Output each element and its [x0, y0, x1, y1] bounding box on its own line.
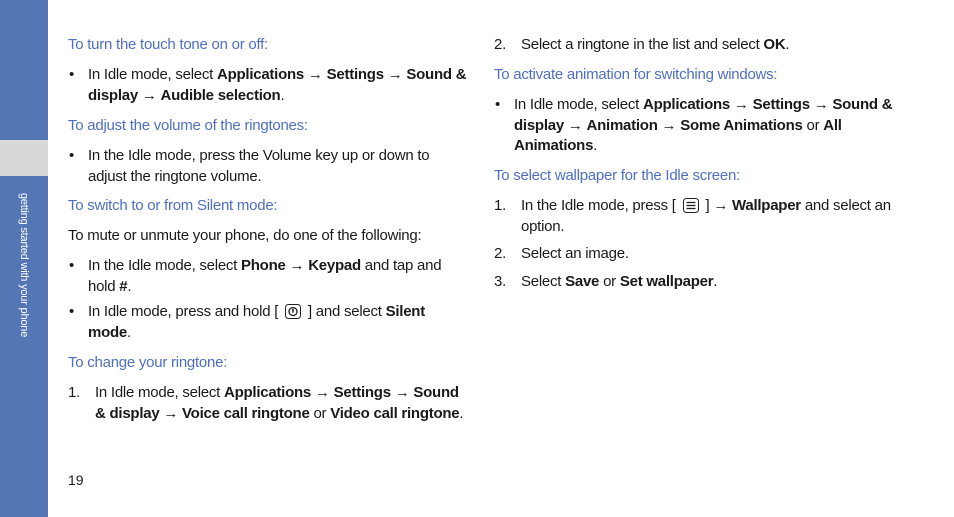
bold-term: Wallpaper — [732, 197, 801, 214]
bold-term: Silent mode — [88, 303, 425, 341]
bold-term: Set wallpaper — [619, 273, 714, 290]
bold-term: Settings — [333, 384, 391, 401]
silent-intro: To mute or unmute your phone, do one of the following: — [68, 227, 422, 244]
item-text: Select Save or Set wallpaper. — [521, 273, 718, 290]
step-number: 3. — [494, 273, 507, 290]
bold-term: All Animations — [514, 116, 842, 154]
bold-term: Sound & display — [88, 66, 467, 104]
sidebar-band — [0, 140, 48, 176]
bold-term: Some Animations — [680, 116, 803, 134]
bold-term: Sound & display — [514, 96, 893, 134]
bold-term: Applications — [217, 66, 305, 83]
sidebar — [0, 0, 48, 517]
heading-ringtone: To change your ringtone: — [68, 354, 228, 371]
item-text: In the Idle mode, press [ ] → Wallpaper and select an option. — [521, 197, 891, 235]
bold-term: Video call ringtone — [330, 404, 460, 422]
bullet-marker: • — [69, 257, 75, 274]
bold-term: Keypad — [308, 257, 361, 274]
bold-term: Voice call ringtone — [182, 404, 310, 422]
item-text: In Idle mode, select Applications → Settings → Sound & display → Audible selection. — [88, 66, 467, 104]
step-number: 1. — [68, 384, 81, 401]
power-icon — [284, 304, 302, 319]
item-text: In Idle mode, select Applications → Settings → Sound & display → Voice call ringtone or Video call ringtone. — [95, 384, 464, 422]
bold-term: Phone — [241, 257, 286, 274]
bold-term: Sound & display — [95, 384, 459, 422]
item-text: In Idle mode, select Applications → Settings → Sound & display → Animation → Some Animations or All Animations. — [514, 96, 893, 154]
heading-volume: To adjust the volume of the ringtones: — [68, 117, 308, 134]
bold-term: Settings — [752, 96, 810, 113]
menu-icon — [682, 198, 700, 213]
bold-term: Audible selection — [160, 86, 281, 104]
bold-term: Applications — [224, 384, 312, 401]
bullet-marker: • — [69, 147, 75, 164]
bold-term: Animation — [586, 116, 658, 134]
step-number: 2. — [494, 245, 507, 262]
bold-term: # — [119, 277, 128, 295]
sidebar-chapter-label: getting started with your phone — [18, 192, 30, 338]
item-text: In Idle mode, press and hold [ ] and select Silent mode. — [88, 303, 425, 341]
bold-term: Applications — [643, 96, 731, 113]
heading-touch-tone: To turn the touch tone on or off: — [68, 36, 268, 53]
bold-term: Settings — [326, 66, 384, 83]
heading-silent: To switch to or from Silent mode: — [68, 197, 278, 214]
item-text: Select a ringtone in the list and select OK. — [521, 36, 790, 53]
heading-wallpaper: To select wallpaper for the Idle screen: — [494, 167, 740, 184]
bold-term: OK — [763, 36, 786, 53]
bullet-marker: • — [495, 96, 501, 113]
item-text: In the Idle mode, select Phone → Keypad and tap and hold #. — [88, 257, 442, 295]
bullet-marker: • — [69, 66, 75, 83]
heading-animation: To activate animation for switching windows: — [494, 66, 778, 83]
item-text: In the Idle mode, press the Volume key up or down to adjust the ringtone volume. — [88, 147, 430, 185]
step-number: 1. — [494, 197, 507, 214]
bullet-marker: • — [69, 303, 75, 320]
step-number: 2. — [494, 36, 507, 53]
bold-term: Save — [565, 273, 600, 290]
item-text: Select an image. — [521, 245, 629, 262]
page-number: 19 — [68, 472, 84, 488]
